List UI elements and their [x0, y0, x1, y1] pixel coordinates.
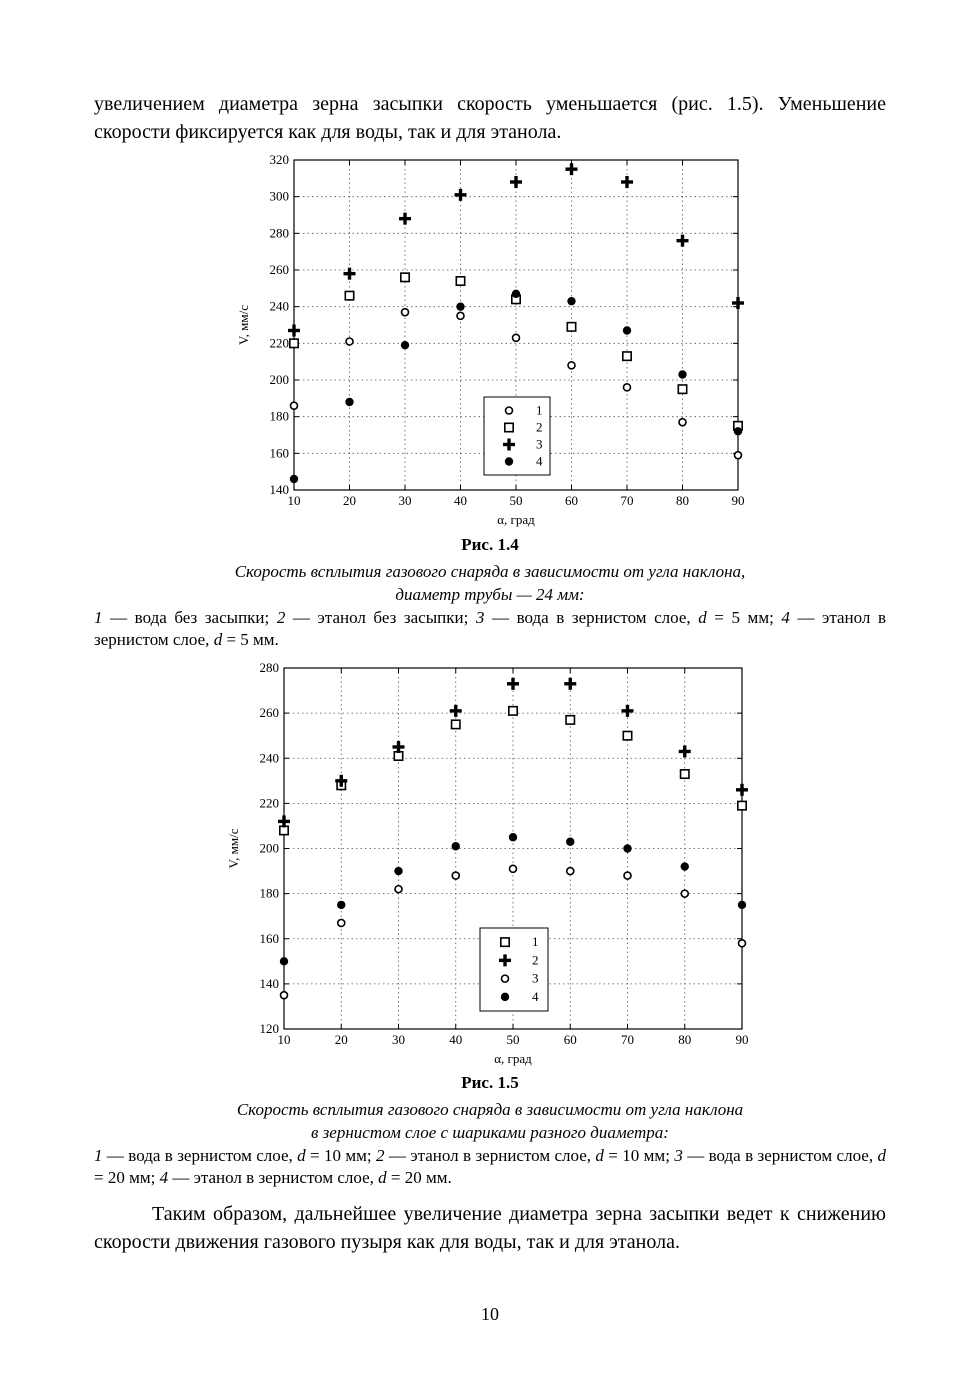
- page-number: 10: [481, 1304, 499, 1324]
- data-point-series-1: [679, 419, 686, 426]
- data-point-series-3: [681, 890, 688, 897]
- y-axis-label: V, мм/с: [236, 304, 251, 346]
- y-tick-label: 240: [259, 750, 279, 766]
- data-point-series-4: [738, 901, 746, 909]
- legend-label-1: 1: [536, 402, 543, 418]
- data-point-series-3: [281, 992, 288, 999]
- y-tick-label: 180: [269, 408, 289, 424]
- y-tick-label: 280: [269, 225, 289, 241]
- legend-marker-1: [506, 407, 513, 414]
- data-point-series-3: [510, 865, 517, 872]
- y-tick-label: 160: [259, 930, 279, 946]
- legend: [480, 928, 548, 1011]
- x-tick-label: 60: [563, 1032, 577, 1047]
- x-tick-label: 80: [678, 1032, 692, 1047]
- conclusion-paragraph: Таким образом, дальнейшее увеличение диаметра зерна засыпки ведет к снижению скорости движения газового пузыря как для воды, так и для этанола.: [94, 1203, 886, 1253]
- data-point-series-1: [513, 334, 520, 341]
- data-point-series-1: [280, 826, 288, 834]
- legend-marker-1: [501, 938, 509, 946]
- data-point-series-4: [623, 326, 631, 334]
- data-point-series-3: [399, 213, 411, 225]
- y-tick-label: 260: [259, 705, 279, 721]
- data-point-series-4: [337, 901, 345, 909]
- y-tick-label: 220: [269, 335, 289, 351]
- data-point-series-4: [290, 475, 298, 483]
- data-point-series-2: [679, 745, 691, 757]
- y-tick-label: 260: [269, 262, 289, 277]
- data-point-series-1: [681, 770, 689, 778]
- data-point-series-1: [624, 384, 631, 391]
- data-point-series-4: [280, 957, 288, 965]
- x-axis-label: α, град: [497, 512, 535, 527]
- data-point-series-4: [567, 297, 575, 305]
- data-point-series-2: [623, 352, 631, 360]
- y-tick-label: 240: [269, 298, 289, 314]
- legend-label-2: 2: [532, 952, 539, 968]
- x-tick-label: 20: [334, 1032, 348, 1047]
- x-tick-label: 70: [620, 493, 634, 508]
- x-tick-label: 90: [735, 1032, 749, 1047]
- y-tick-label: 320: [269, 152, 289, 167]
- data-point-series-4: [512, 290, 520, 298]
- y-axis-label: V, мм/с: [226, 828, 241, 869]
- data-point-series-2: [622, 705, 634, 717]
- data-point-series-4: [678, 370, 686, 378]
- data-point-series-3: [567, 868, 574, 875]
- chart-fig-1-4: [220, 152, 780, 532]
- data-point-series-4: [401, 341, 409, 349]
- data-point-series-3: [452, 872, 459, 879]
- data-point-series-4: [681, 862, 689, 870]
- x-tick-label: 90: [731, 493, 745, 508]
- data-point-series-4: [456, 302, 464, 310]
- x-tick-label: 70: [621, 1032, 634, 1047]
- data-point-series-2: [564, 678, 576, 690]
- figure-1-5-legend: 1 — вода в зернистом слое, d = 10 мм; 2 — этанол в зернистом слое, d = 10 мм; 3 — вода в зернистом слое, d = 20 мм; 4 — этанол в зернистом слое, d = 20 мм.: [94, 1146, 886, 1187]
- data-point-series-3: [732, 297, 744, 309]
- data-point-series-3: [624, 872, 631, 879]
- x-tick-label: 10: [277, 1032, 291, 1047]
- data-point-series-3: [621, 176, 633, 188]
- figure-1-4-caption-line2: диаметр трубы — 24 мм:: [395, 585, 585, 604]
- data-point-series-1: [402, 309, 409, 316]
- data-point-series-3: [677, 235, 689, 247]
- data-point-series-4: [566, 838, 574, 846]
- legend-label-4: 4: [536, 453, 543, 469]
- figure-1-5-title: Рис. 1.5: [461, 1073, 519, 1092]
- data-point-series-1: [291, 402, 298, 409]
- legend-marker-4: [505, 457, 513, 465]
- x-tick-label: 20: [343, 493, 356, 508]
- data-point-series-1: [568, 362, 575, 369]
- data-point-series-3: [338, 919, 345, 926]
- legend-label-1: 1: [532, 934, 539, 950]
- data-point-series-4: [345, 398, 353, 406]
- figure-1-4-caption-line1: Скорость всплытия газового снаряда в зависимости от угла наклона,: [234, 562, 746, 581]
- x-tick-label: 50: [509, 493, 523, 508]
- data-point-series-3: [510, 176, 522, 188]
- y-tick-label: 300: [269, 188, 289, 204]
- legend-label-2: 2: [536, 419, 543, 435]
- y-tick-label: 140: [269, 482, 289, 497]
- data-point-series-1: [509, 707, 517, 715]
- x-tick-label: 10: [287, 493, 301, 508]
- data-point-series-1: [452, 720, 460, 728]
- y-tick-label: 180: [259, 885, 279, 901]
- data-point-series-4: [394, 867, 402, 875]
- x-tick-label: 60: [565, 493, 578, 508]
- figure-1-4-legend: 1 — вода без засыпки; 2 — этанол без засыпки; 3 — вода в зернистом слое, d = 5 мм; 4 — этанол в зернистом слое, d = 5 мм.: [94, 608, 887, 649]
- y-tick-label: 220: [259, 795, 279, 811]
- data-point-series-1: [394, 752, 402, 760]
- legend-marker-3: [502, 975, 509, 982]
- legend: [484, 397, 550, 475]
- data-point-series-2: [507, 678, 519, 690]
- data-point-series-3: [288, 325, 300, 337]
- y-tick-label: 200: [269, 372, 289, 387]
- figure-1-4-title: Рис. 1.4: [461, 535, 519, 554]
- x-tick-label: 80: [676, 493, 689, 508]
- data-point-series-1: [457, 312, 464, 319]
- data-point-series-1: [738, 801, 746, 809]
- figure-1-5-caption-line2: в зернистом слое с шариками разного диаметра:: [311, 1123, 669, 1142]
- data-point-series-3: [395, 886, 402, 893]
- intro-paragraph: увеличением диаметра зерна засыпки скорость уменьшается (рис. 1.5). Уменьшение скорости фиксируется как для воды, так и для этанола.: [94, 93, 886, 143]
- data-point-series-3: [455, 189, 467, 201]
- chart-fig-1-5: [215, 660, 775, 1070]
- legend-label-3: 3: [532, 970, 539, 986]
- legend-label-4: 4: [532, 988, 539, 1004]
- y-tick-label: 160: [269, 445, 289, 461]
- data-point-series-4: [509, 833, 517, 841]
- legend-label-3: 3: [536, 436, 543, 452]
- data-point-series-1: [623, 731, 631, 739]
- data-point-series-2: [678, 385, 686, 393]
- x-tick-label: 40: [449, 1032, 463, 1047]
- data-point-series-1: [346, 338, 353, 345]
- x-axis-label: α, град: [494, 1051, 532, 1066]
- data-point-series-3: [566, 163, 578, 175]
- data-point-series-2: [456, 277, 464, 285]
- y-tick-label: 120: [259, 1021, 279, 1036]
- data-point-series-4: [452, 842, 460, 850]
- data-point-series-4: [734, 427, 742, 435]
- data-point-series-2: [401, 273, 409, 281]
- data-point-series-2: [290, 339, 298, 347]
- x-tick-label: 50: [506, 1032, 520, 1047]
- figure-1-5-caption-line1: Скорость всплытия газового снаряда в зависимости от угла наклона: [236, 1100, 744, 1119]
- data-point-series-2: [450, 705, 462, 717]
- data-point-series-1: [566, 716, 574, 724]
- data-point-series-2: [736, 784, 748, 796]
- data-point-series-2: [567, 323, 575, 331]
- data-point-series-2: [345, 291, 353, 299]
- y-tick-label: 140: [259, 975, 279, 991]
- x-tick-label: 30: [392, 1032, 405, 1047]
- data-point-series-1: [735, 452, 742, 459]
- x-tick-label: 40: [454, 493, 467, 508]
- y-tick-label: 200: [259, 840, 279, 856]
- y-tick-label: 280: [259, 660, 279, 675]
- legend-marker-2: [505, 423, 513, 431]
- data-point-series-3: [739, 940, 746, 947]
- data-point-series-4: [623, 844, 631, 852]
- legend-marker-4: [501, 993, 509, 1001]
- x-tick-label: 30: [398, 493, 412, 508]
- data-point-series-3: [344, 268, 356, 280]
